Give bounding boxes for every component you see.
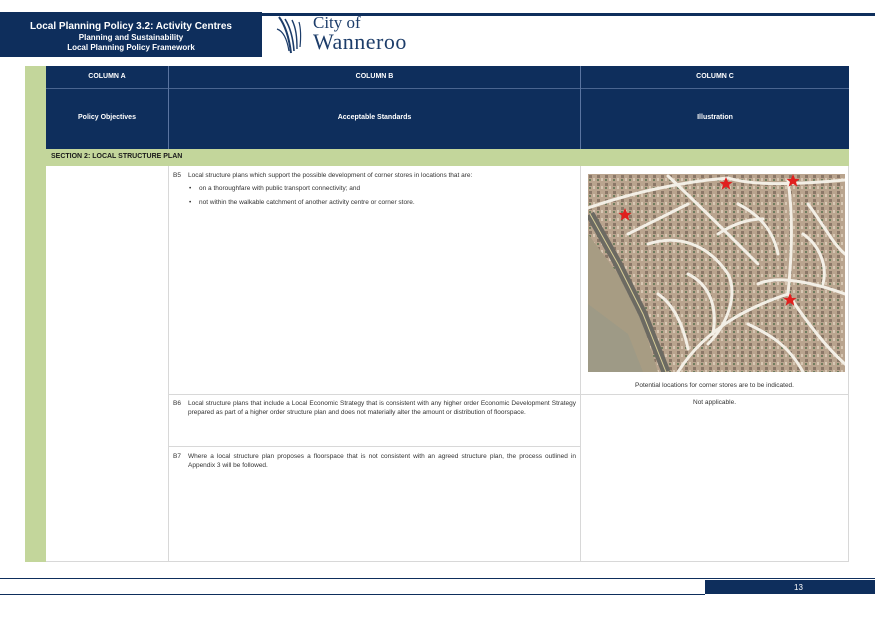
row-b5-text: Local structure plans which support the possible development of corner stores in locations that are: — [188, 172, 473, 179]
column-b-subheading: Acceptable Standards — [337, 114, 412, 121]
aerial-map-illustration — [588, 174, 845, 372]
page-header — [0, 12, 875, 57]
page-number: 13 — [794, 583, 803, 592]
row-b5-code: B5 — [173, 172, 181, 179]
row-b5-bullet-1: • on a thoroughfare with public transport connectivity; and — [199, 185, 360, 192]
logo-name-text: Wanneroo — [313, 29, 407, 54]
footer-rule-lower — [0, 594, 705, 595]
column-c-header — [581, 66, 849, 149]
row-b7-text: Where a local structure plan proposes a floorspace that is not consistent with an agreed structure plan, the process outlined in Appendix 3 will be followed. — [188, 453, 576, 469]
column-c-heading: COLUMN C — [696, 73, 734, 80]
row-b6-text: Local structure plans that include a Local Economic Strategy that is consistent with any higher order Economic Development Strategy prepared as part of a higher order structure plan and does not materially alter the amount or distribution of floorspace. — [188, 400, 576, 416]
column-a-subheading: Policy Objectives — [78, 114, 136, 121]
page-number-block — [705, 580, 875, 594]
section-heading — [46, 149, 849, 166]
document-framework: Local Planning Policy Framework — [67, 43, 195, 52]
column-c-subheading: Illustration — [697, 114, 733, 121]
illustration-caption: Potential locations for corner stores are to be indicated. — [635, 382, 794, 389]
not-applicable-text: Not applicable. — [693, 399, 736, 406]
document-title: Local Planning Policy 3.2: Activity Centres — [30, 21, 232, 32]
city-logo — [275, 12, 415, 57]
row-b6-code: B6 — [173, 400, 181, 407]
left-margin-strip — [25, 66, 46, 562]
column-a-header — [46, 66, 168, 149]
row-b7-code: B7 — [173, 453, 181, 460]
logo-emblem-icon — [275, 15, 309, 55]
logo-city-text: City of — [313, 13, 361, 32]
section-heading-text: SECTION 2: LOCAL STRUCTURE PLAN — [51, 153, 183, 160]
document-subtitle: Planning and Sustainability — [78, 33, 184, 42]
column-b-heading: COLUMN B — [355, 73, 394, 80]
column-b-header — [169, 66, 580, 149]
row-b5-bullet-2: • not within the walkable catchment of another activity centre or corner store. — [199, 199, 415, 206]
column-a-heading: COLUMN A — [88, 73, 126, 80]
footer-rule — [0, 578, 875, 579]
header-title-block — [0, 12, 262, 57]
